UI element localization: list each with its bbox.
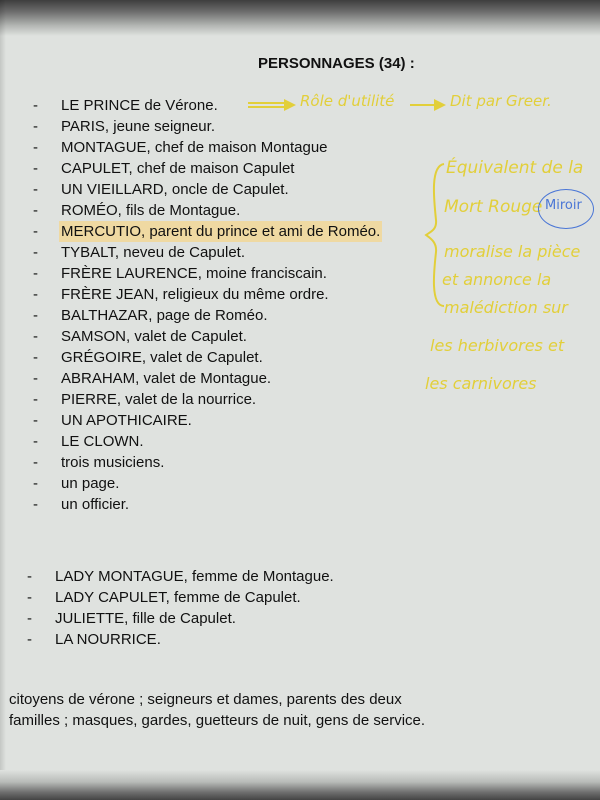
character-name: MONTAGUE, chef de maison Montague (61, 139, 328, 156)
bullet-dash: - (33, 433, 38, 450)
character-name: un officier. (61, 496, 130, 513)
bullet-dash: - (33, 244, 38, 261)
list-item (33, 158, 453, 179)
list-item (33, 347, 453, 368)
character-name: UN APOTHICAIRE. (61, 412, 192, 429)
character-name: trois musiciens. (61, 454, 165, 471)
list-item (27, 566, 427, 587)
character-name: LA NOURRICE. (55, 631, 161, 648)
bullet-dash: - (33, 139, 38, 156)
list-item (33, 305, 453, 326)
bullet-dash: - (33, 412, 38, 429)
list-item (33, 221, 453, 242)
bullet-dash: - (33, 454, 38, 471)
bullet-dash: - (33, 97, 38, 114)
character-name: LE CLOWN. (61, 433, 144, 450)
paper-shadow (0, 0, 6, 800)
character-name: BALTHAZAR, page de Roméo. (61, 307, 268, 324)
list-item (33, 326, 453, 347)
list-item (27, 629, 427, 650)
ladies-list (27, 566, 427, 650)
list-item (33, 473, 453, 494)
list-item (33, 494, 453, 515)
character-name: UN VIEILLARD, oncle de Capulet. (61, 181, 289, 198)
character-name: ROMÉO, fils de Montague. (61, 202, 241, 219)
list-item (33, 431, 453, 452)
character-list (33, 95, 453, 515)
bullet-dash: - (27, 631, 32, 648)
bullet-dash: - (33, 223, 38, 240)
character-name: LE PRINCE de Vérone. (61, 97, 218, 114)
character-name: SAMSON, valet de Capulet. (61, 328, 247, 345)
list-item (33, 116, 453, 137)
bullet-dash: - (33, 286, 38, 303)
list-item (27, 608, 427, 629)
highlighted-character: MERCUTIO, parent du prince et ami de Roméo. (61, 223, 381, 240)
list-item (33, 263, 453, 284)
list-item (33, 410, 453, 431)
character-name: CAPULET, chef de maison Capulet (61, 160, 295, 177)
page-title: PERSONNAGES (34) : (258, 55, 415, 72)
list-item (33, 389, 453, 410)
scan-bottom-edge (0, 770, 600, 800)
bullet-dash: - (33, 370, 38, 387)
list-item (33, 368, 453, 389)
mirror-annotation: Miroir (545, 198, 582, 213)
bullet-dash: - (33, 328, 38, 345)
list-item (27, 587, 427, 608)
mercutio-note-line-1: Équivalent de la (446, 158, 584, 178)
list-item (33, 179, 453, 200)
mercutio-note-line-3: moralise la pièce (444, 242, 581, 261)
list-item (33, 284, 453, 305)
list-item (33, 200, 453, 221)
bullet-dash: - (33, 265, 38, 282)
bullet-dash: - (27, 610, 32, 627)
prince-annotation-role: Rôle d'utilité (300, 92, 395, 110)
bullet-dash: - (33, 349, 38, 366)
bullet-dash: - (33, 160, 38, 177)
bullet-dash: - (33, 118, 38, 135)
character-name: ABRAHAM, valet de Montague. (61, 370, 272, 387)
bullet-dash: - (33, 307, 38, 324)
list-item (33, 242, 453, 263)
arrow-icon (408, 97, 448, 113)
bullet-dash: - (27, 568, 32, 585)
bullet-dash: - (27, 589, 32, 606)
character-name: TYBALT, neveu de Capulet. (61, 244, 245, 261)
list-item (33, 452, 453, 473)
mercutio-note-line-4: et annonce la (442, 270, 552, 289)
mercutio-note-line-5: malédiction sur (444, 298, 568, 317)
character-name: PIERRE, valet de la nourrice. (61, 391, 257, 408)
prince-annotation-actor: Dit par Greer. (450, 92, 552, 110)
character-name: un page. (61, 475, 120, 492)
bullet-dash: - (33, 202, 38, 219)
character-name: JULIETTE, fille de Capulet. (55, 610, 236, 627)
extras-paragraph: citoyens de vérone ; seigneurs et dames, parents des deux familles ; masques, gardes, guetteurs de nuit, gens de service. (9, 691, 426, 729)
list-item (33, 137, 453, 158)
character-name: FRÈRE LAURENCE, moine franciscain. (61, 265, 327, 282)
arrow-icon (246, 97, 298, 113)
mercutio-note-line-7: les carnivores (425, 374, 537, 393)
bullet-dash: - (33, 181, 38, 198)
bullet-dash: - (33, 391, 38, 408)
character-name: LADY CAPULET, femme de Capulet. (55, 589, 301, 606)
bullet-dash: - (33, 475, 38, 492)
character-name: FRÈRE JEAN, religieux du même ordre. (61, 286, 329, 303)
scan-top-edge (0, 0, 600, 36)
character-name: PARIS, jeune seigneur. (61, 118, 215, 135)
character-name: GRÉGOIRE, valet de Capulet. (61, 349, 263, 366)
bullet-dash: - (33, 496, 38, 513)
mercutio-note-line-2: Mort Rouge (444, 197, 543, 217)
mercutio-note-line-6: les herbivores et (430, 336, 565, 355)
character-name: LADY MONTAGUE, femme de Montague. (55, 568, 334, 585)
